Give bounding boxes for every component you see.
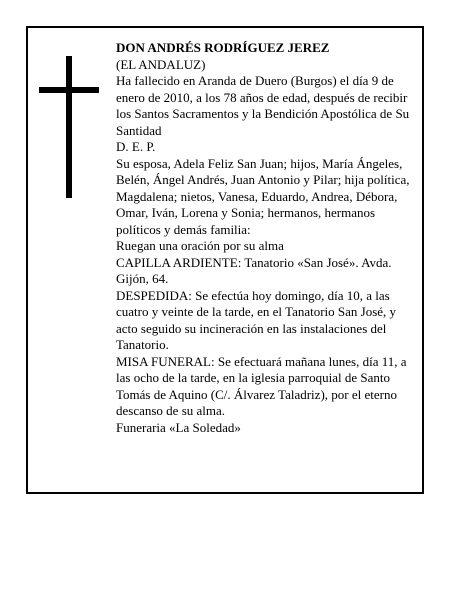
- obituary-notice: [26, 26, 424, 494]
- funeral-mass-info: MISA FUNERAL: Se efectuará mañana lunes, día 11, a las ocho de la tarde, en la iglesia parroquial de Santo Tomás de Aquino (C/. Álvarez Taladriz), por el eterno descanso de su alma.: [116, 353, 407, 418]
- deceased-name: DON ANDRÉS RODRÍGUEZ JEREZ: [116, 40, 330, 55]
- rip-text: D. E. P.: [116, 139, 156, 154]
- prayer-request: Ruegan una oración por su alma: [116, 238, 284, 253]
- cross-vertical-bar: [66, 56, 72, 198]
- cross-horizontal-bar: [39, 87, 99, 93]
- funeral-home: Funeraria «La Soledad»: [116, 419, 241, 435]
- chapel-info: CAPILLA ARDIENTE: Tanatorio «San José». Avda. Gijón, 64.: [116, 254, 392, 286]
- notice-text: [116, 40, 420, 436]
- deceased-nickname: (EL ANDALUZ): [116, 56, 206, 72]
- death-announcement: Ha fallecido en Aranda de Duero (Burgos) el día 9 de enero de 2010, a los 78 años de edad, después de recibir los Santos Sacramentos y la Bendición Apostólica de Su Santidad: [116, 73, 410, 138]
- farewell-info: DESPEDIDA: Se efectúa hoy domingo, día 10, a las cuatro y veinte de la tarde, en el Tanatorio San José, y acto seguido su incineración en las instalaciones del Tanatorio.: [116, 287, 397, 352]
- family-list: Su esposa, Adela Feliz San Juan; hijos, María Ángeles, Belén, Ángel Andrés, Juan Antonio y Pilar; hija política, Magdalena; nietos, Vanesa, Eduardo, Andrea, Débora, Omar, Iván, Lorena y Sonia; hermanos, hermanos políticos y demás familia:: [116, 155, 410, 237]
